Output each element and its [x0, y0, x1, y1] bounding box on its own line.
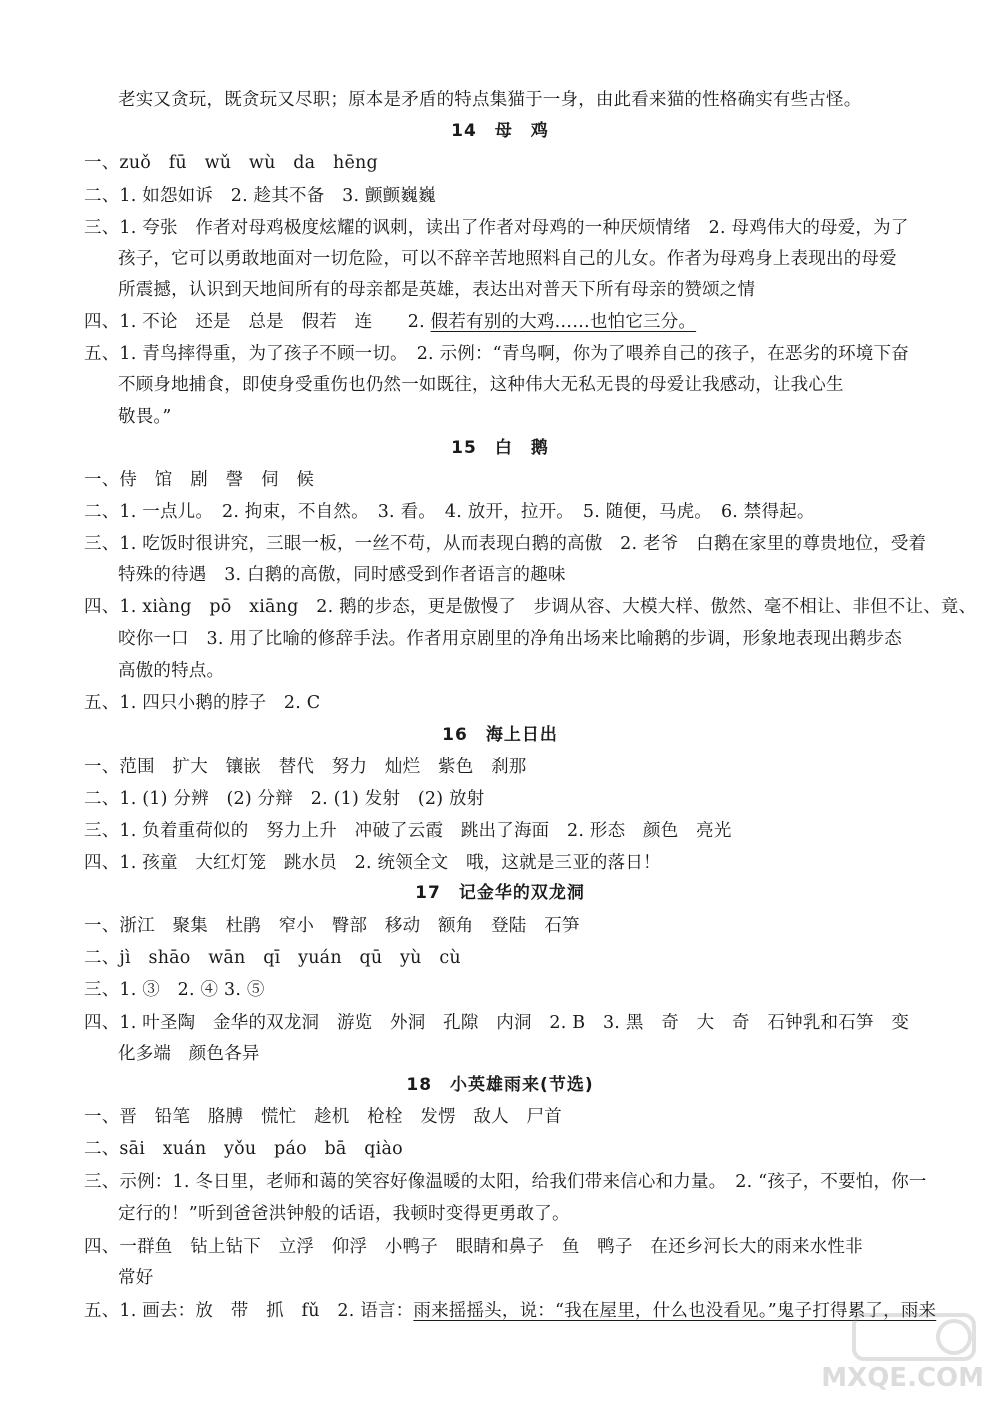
- text-line: 一、晋 铅笔 胳膊 慌忙 趁机 枪栓 发愣 敌人 尸首: [84, 1107, 562, 1127]
- text-line: 特殊的待遇 3. 白鹅的高傲，同时感受到作者语言的趣味: [118, 565, 566, 585]
- section-title-18: 18 小英雄雨来(节选): [406, 1075, 594, 1095]
- text-line: 二、1. 如怨如诉 2. 趁其不备 3. 颤颤巍巍: [84, 186, 436, 206]
- text-line: 不顾身地捕食，即使身受重伤也仍然一如既往，这种伟大无私无畏的母爱让我感动，让我心生: [118, 375, 844, 395]
- text-line: [84, 1295, 937, 1327]
- section-title-17: 17 记金华的双龙洞: [415, 883, 585, 903]
- text-line: 常好: [118, 1268, 154, 1288]
- text-line: 五、1. 青鸟摔得重，为了孩子不顾一切。 2. 示例：“青鸟啊，你为了喂养自己的孩子，在恶劣的环境下奋: [84, 344, 909, 364]
- text-line: 一、zuǒ fū wǔ wù da hēng: [84, 153, 378, 173]
- text-line: 一、浙江 聚集 杜鹃 窄小 臀部 移动 额角 登陆 石笋: [84, 916, 580, 936]
- text-line: 高傲的特点。: [118, 661, 225, 681]
- text-line: 一、范围 扩大 镶嵌 替代 努力 灿烂 紫色 刹那: [84, 757, 527, 777]
- text-line: 四、1. 孩童 大红灯笼 跳水员 2. 统领全文 哦，这就是三亚的落日！: [84, 853, 661, 873]
- text-line: 二、sāi xuán yǒu páo bā qiào: [84, 1139, 403, 1159]
- text-line: 定行的！”听到爸爸洪钟般的话语，我顿时变得更勇敢了。: [118, 1204, 570, 1224]
- text-line: 三、1. ③ 2. ④ 3. ⑤: [84, 980, 265, 1000]
- section-title-15: 15 白 鹅: [451, 438, 549, 458]
- text-line: 所震撼，认识到天地间所有的母亲都是英雄，表达出对普天下所有母亲的赞颂之情: [118, 280, 756, 300]
- section-title-14: 14 母 鸡: [451, 121, 549, 141]
- text-line: 三、1. 夸张 作者对母鸡极度炫耀的讽刺，读出了作者对母鸡的一种厌烦情绪 2. 母鸡伟大的母爱，为了: [84, 218, 909, 238]
- underlined-answer: 雨来摇摇头，说：“我在屋里，什么也没看见。”鬼子打得累了，雨来: [413, 1301, 937, 1321]
- text-segment: 五、1. 画去：放 带 抓 fǔ 2. 语言：: [84, 1301, 414, 1321]
- underlined-answer: 假若有别的大鸡……也怕它三分。: [430, 312, 697, 332]
- text-line: 化多端 颜色各异: [118, 1044, 260, 1064]
- text-line: 四、1. xiàng pō xiāng 2. 鹅的步态，更是傲慢了 步调从容、大模大样、傲然、毫不相让、非但不让、竟、: [84, 597, 977, 617]
- text-line: 二、1. (1) 分辨 (2) 分辩 2. (1) 发射 (2) 放射: [84, 789, 485, 809]
- text-line: 孩子，它可以勇敢地面对一切危险，可以不辞辛苦地照料自己的儿女。作者为母鸡身上表现出的母爱: [118, 249, 897, 269]
- text-line: [84, 306, 924, 338]
- text-line: 一、侍 馆 剧 謦 伺 候: [84, 470, 315, 490]
- section-title-16: 16 海上日出: [442, 725, 558, 745]
- text-line: 敬畏。”: [118, 407, 172, 427]
- text-line: 三、1. 吃饭时很讲究，三眼一板，一丝不苟，从而表现白鹅的高傲 2. 老爷 白鹅在家里的尊贵地位，受着: [84, 534, 927, 554]
- watermark-text: MXQE.COM: [821, 1363, 984, 1393]
- text-line: 三、1. 负着重荷似的 努力上升 冲破了云霞 跳出了海面 2. 形态 颜色 亮光: [84, 821, 732, 841]
- text-line: 四、1. 叶圣陶 金华的双龙洞 游览 外洞 孔隙 内洞 2. B 3. 黑 奇 大 奇 石钟乳和石笋 变: [84, 1013, 910, 1033]
- text-line: 二、jì shāo wān qī yuán qū yù cù: [84, 948, 461, 968]
- text-line: 老实又贪玩，既贪玩又尽职；原本是矛盾的特点集猫于一身，由此看来猫的性格确实有些古怪。: [118, 90, 862, 110]
- text-line: 咬你一口 3. 用了比喻的修辞手法。作者用京剧里的净角出场来比喻鹅的步调，形象地表现出鹅步态: [118, 629, 902, 649]
- text-line: 五、1. 四只小鹅的脖子 2. C: [84, 693, 321, 713]
- text-line: 三、示例：1. 冬日里，老师和蔼的笑容好像温暖的太阳，给我们带来信心和力量。 2. “孩子，不要怕，你一: [84, 1172, 927, 1192]
- text-line: 二、1. 一点儿。 2. 拘束，不自然。 3. 看。 4. 放开，拉开。 5. 随便，马虎。 6. 禁得起。: [84, 502, 815, 522]
- text-line: 四、一群鱼 钻上钻下 立浮 仰浮 小鸭子 眼睛和鼻子 鱼 鸭子 在还乡河长大的雨来水性非: [84, 1237, 863, 1257]
- text-segment: 四、1. 不论 还是 总是 假若 连 2.: [84, 312, 431, 332]
